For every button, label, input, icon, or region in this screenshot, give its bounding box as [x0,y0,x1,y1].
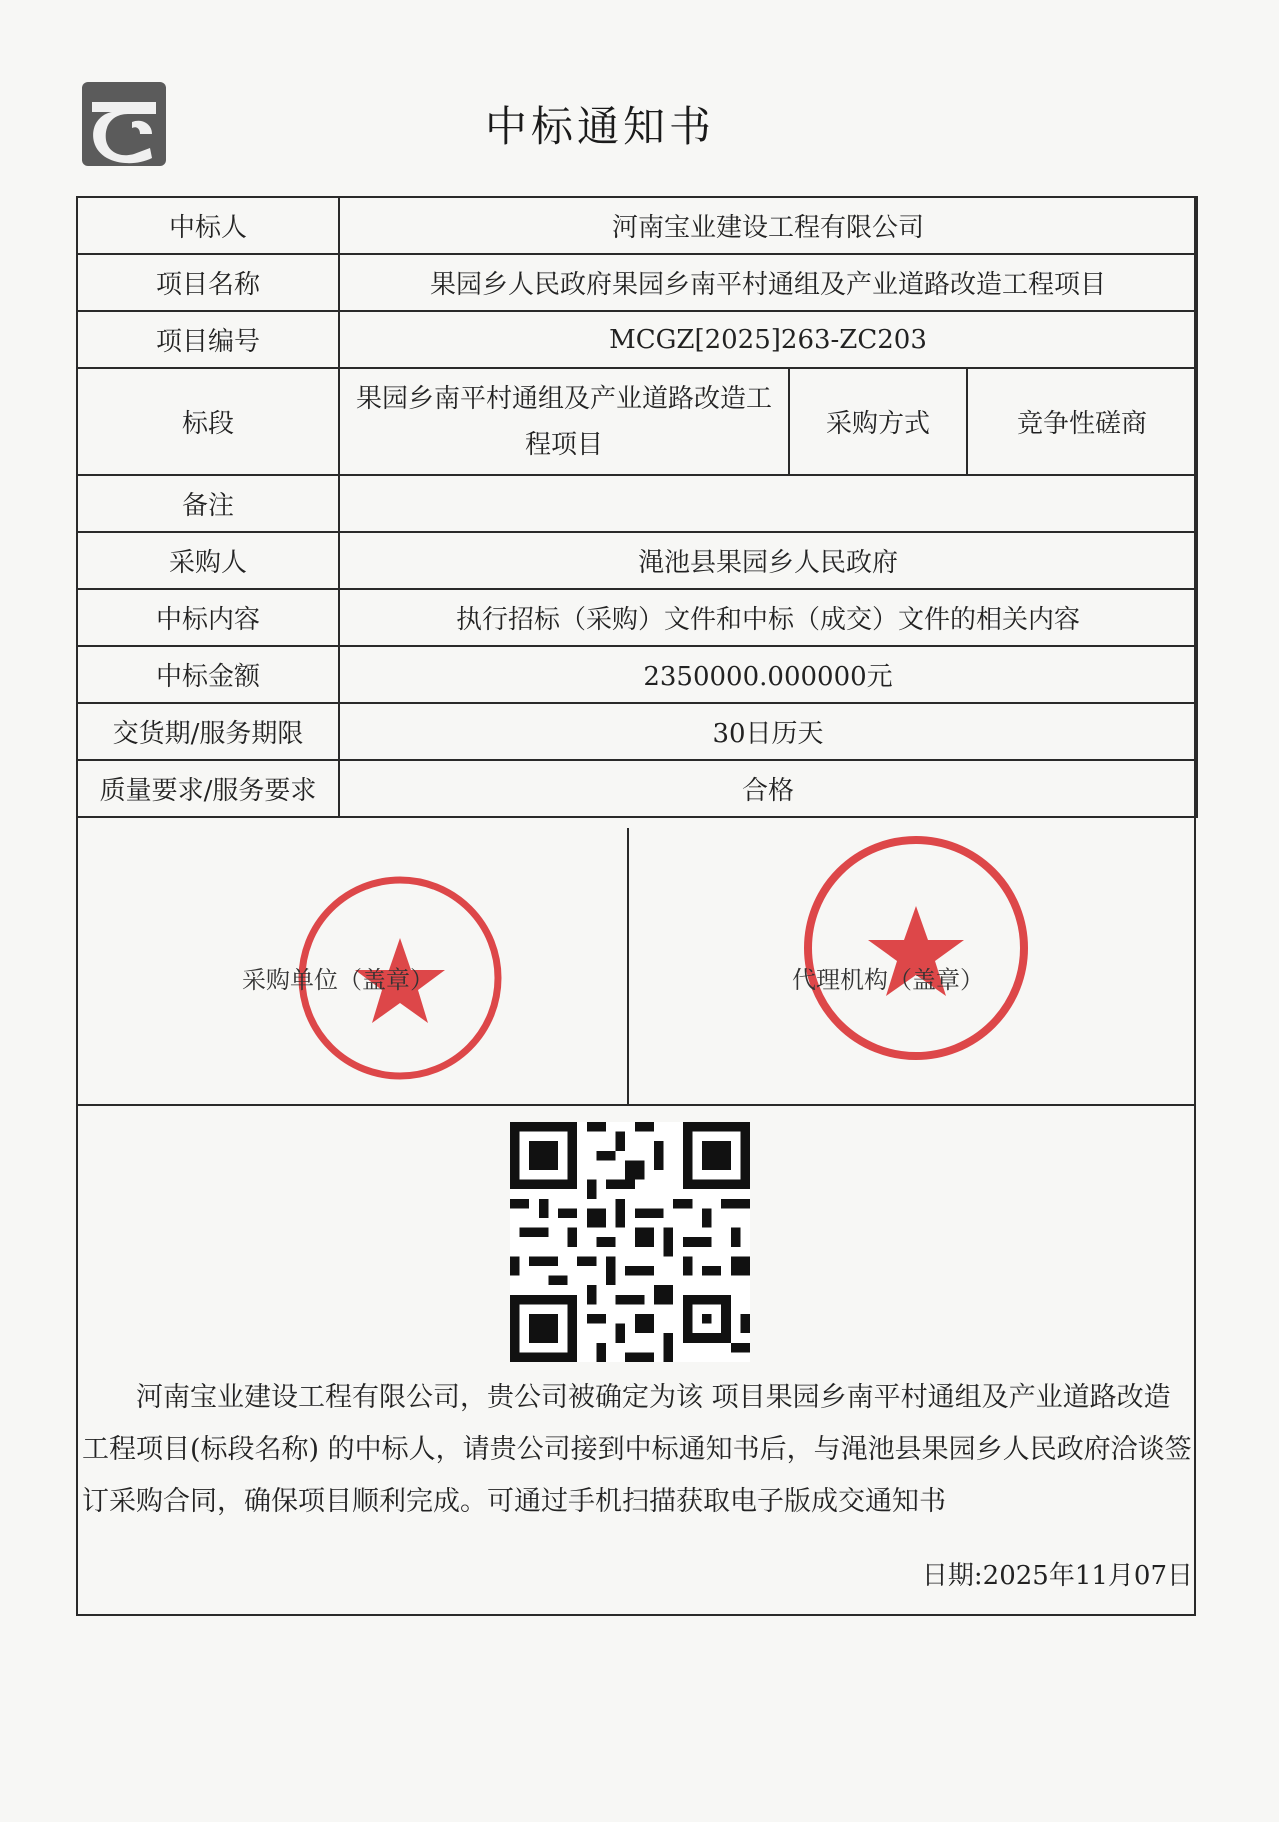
value-project-name: 果园乡人民政府果园乡南平村通组及产业道路改造工程项目 [339,254,1197,311]
label-winner: 中标人 [77,197,339,254]
qr-code-icon[interactable] [510,1122,750,1362]
value-purchaser: 渑池县果园乡人民政府 [339,532,1197,589]
award-info-table [76,196,1198,818]
value-amount: 2350000.000000元 [339,646,1197,703]
value-project-no: MCGZ[2025]263-ZC203 [339,311,1197,368]
row-delivery [77,703,1197,760]
divider [76,1104,1196,1106]
label-lot: 标段 [77,368,339,475]
agent-seal-icon [796,828,1036,1068]
label-purchaser: 采购人 [77,532,339,589]
label-project-name: 项目名称 [77,254,339,311]
value-content: 执行招标（采购）文件和中标（成交）文件的相关内容 [339,589,1197,646]
notice-text: 河南宝业建设工程有限公司，贵公司被确定为该 项目果园乡南平村通组及产业道路改造工程项目(标段名称) 的中标人，请贵公司接到中标通知书后，与渑池县果园乡人民政府洽谈签订采购合同，确保项目顺利完成。可通过手机扫描获取电子版成交通知书 [82,1382,1192,1517]
row-purchaser [77,532,1197,589]
value-winner: 河南宝业建设工程有限公司 [339,197,1197,254]
row-quality [77,760,1197,817]
label-procurement-method: 采购方式 [789,368,967,475]
value-procurement-method: 竞争性磋商 [967,368,1197,475]
stamp-section [76,828,1196,1106]
value-quality: 合格 [339,760,1197,817]
document-title: 中标通知书 [484,102,715,151]
label-project-no: 项目编号 [77,311,339,368]
row-project-no [77,311,1197,368]
row-project-name [77,254,1197,311]
label-quality: 质量要求/服务要求 [77,760,339,817]
label-remark: 备注 [77,475,339,532]
row-lot [77,368,1197,475]
row-winner [77,197,1197,254]
agent-stamp-label: 代理机构（盖章） [792,966,984,994]
row-content [77,589,1197,646]
label-amount: 中标金额 [77,646,339,703]
label-delivery: 交货期/服务期限 [77,703,339,760]
row-amount [77,646,1197,703]
value-delivery: 30日历天 [339,703,1197,760]
issue-date: 日期:2025年11月07日 [921,1561,1193,1591]
label-content: 中标内容 [77,589,339,646]
divider [627,828,629,1106]
notice-paragraph [82,1372,1192,1528]
value-lot: 果园乡南平村通组及产业道路改造工程项目 [339,368,789,475]
value-remark [339,475,1197,532]
purchaser-stamp-label: 采购单位（盖章） [242,966,434,994]
row-remark [77,475,1197,532]
